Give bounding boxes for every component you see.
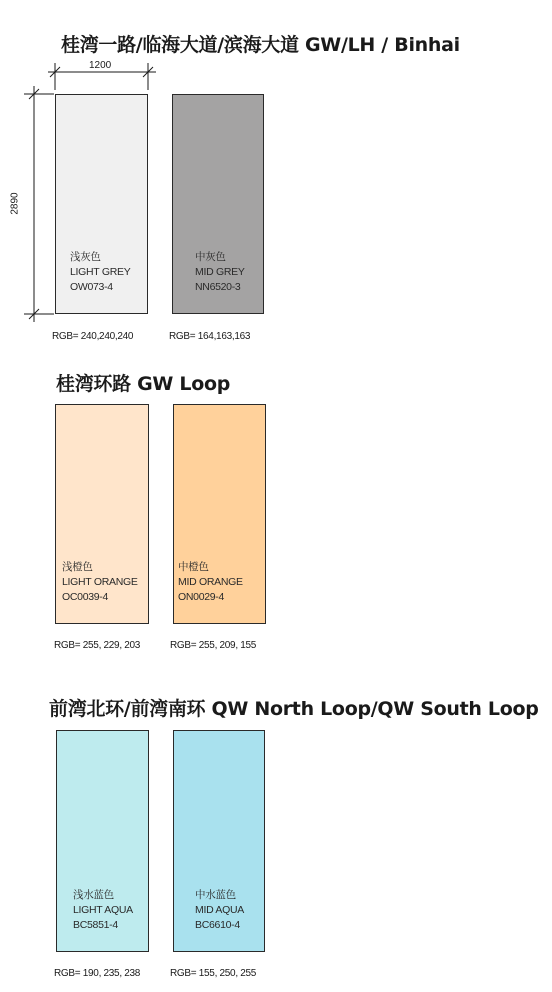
swatch-light-grey — [55, 94, 148, 314]
swatch-en-name: MID AQUA — [195, 904, 244, 916]
rgb-label-mid-grey: RGB= 164,163,163 — [169, 331, 251, 342]
section-2-title: 桂湾环路 GW Loop — [56, 373, 230, 395]
swatch-code: OC0039-4 — [62, 591, 109, 603]
swatch-en-name: LIGHT GREY — [70, 266, 131, 278]
section-3-title: 前湾北环/前湾南环 QW North Loop/QW South Loop — [49, 698, 539, 720]
height-dimension-label: 2890 — [9, 192, 21, 215]
swatch-en-name: LIGHT AQUA — [73, 904, 133, 916]
swatch-label — [195, 250, 245, 295]
swatch-code: ON0029-4 — [178, 591, 225, 603]
swatch-cn-name: 浅橙色 — [62, 561, 93, 573]
swatch-cn-name: 中灰色 — [195, 251, 226, 263]
swatch-light-orange — [55, 404, 149, 624]
swatch-mid-orange — [173, 404, 266, 624]
swatch-code: BC6610-4 — [195, 919, 240, 931]
swatch-code: NN6520-3 — [195, 281, 241, 293]
rgb-label-mid-aqua: RGB= 155, 250, 255 — [170, 968, 257, 979]
swatch-label — [178, 560, 243, 605]
swatch-label — [70, 250, 130, 295]
swatch-mid-grey — [172, 94, 264, 314]
swatch-code: OW073-4 — [70, 281, 113, 293]
swatch-label — [195, 888, 244, 933]
width-dimension-label: 1200 — [89, 60, 112, 71]
swatch-en-name: MID ORANGE — [178, 576, 243, 588]
swatch-cn-name: 中橙色 — [178, 561, 209, 573]
swatch-label — [73, 888, 133, 933]
rgb-label-light-aqua: RGB= 190, 235, 238 — [54, 968, 141, 979]
swatch-cn-name: 浅灰色 — [70, 251, 101, 263]
swatch-cn-name: 中水蓝色 — [195, 889, 236, 901]
rgb-label-mid-orange: RGB= 255, 209, 155 — [170, 640, 257, 651]
rgb-label-light-orange: RGB= 255, 229, 203 — [54, 640, 141, 651]
swatch-light-aqua — [56, 730, 149, 952]
swatch-code: BC5851-4 — [73, 919, 118, 931]
swatch-mid-aqua — [173, 730, 265, 952]
swatch-label — [62, 560, 138, 605]
swatch-cn-name: 浅水蓝色 — [73, 889, 114, 901]
rgb-label-light-grey: RGB= 240,240,240 — [52, 331, 134, 342]
section-1-title: 桂湾一路/临海大道/滨海大道 GW/LH / Binhai — [61, 34, 460, 56]
swatch-en-name: LIGHT ORANGE — [62, 576, 138, 588]
swatch-en-name: MID GREY — [195, 266, 245, 278]
